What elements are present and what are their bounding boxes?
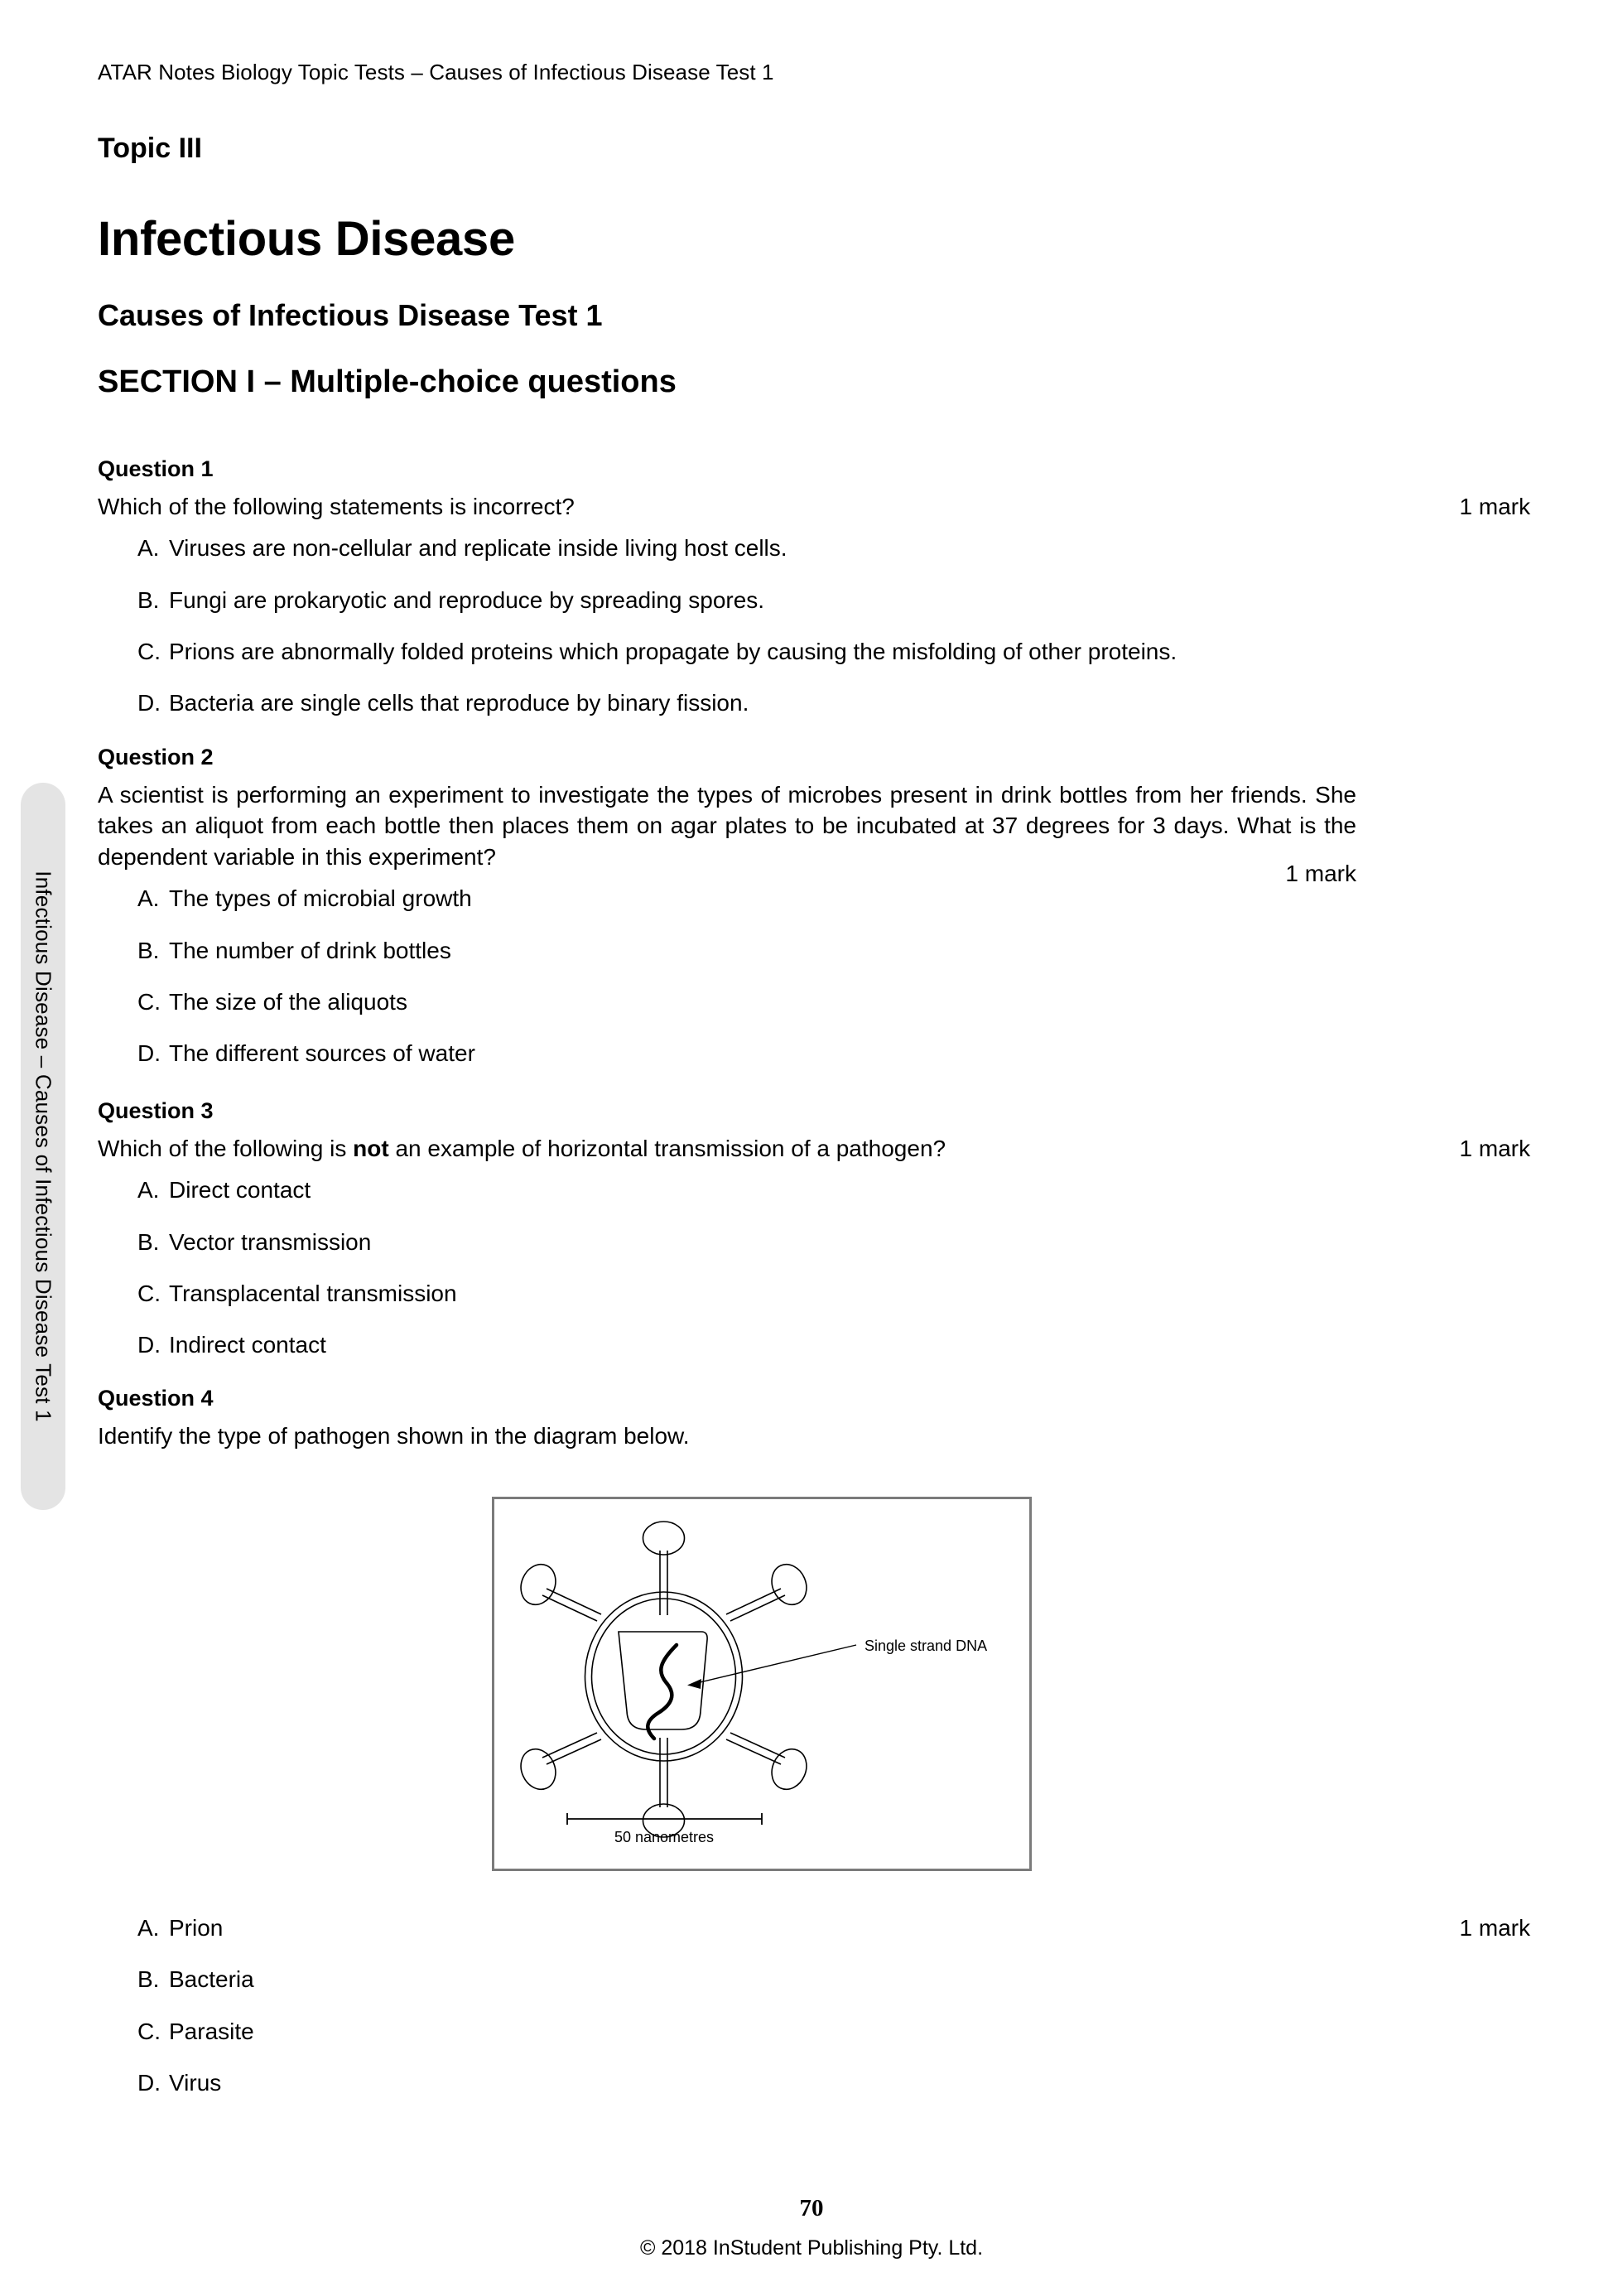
option-item[interactable] [98, 884, 1530, 914]
dna-leader-arrowhead [687, 1679, 701, 1689]
option-letter: C. [137, 989, 161, 1015]
section-title: SECTION I – Multiple-choice questions [98, 364, 677, 399]
options-list [98, 1175, 1530, 1361]
option-letter: B. [137, 1228, 160, 1255]
option-letter: B. [137, 1966, 160, 1993]
option-letter: C. [137, 1281, 161, 1307]
question-stem-text: Identify the type of pathogen shown in the diagram below. [98, 1422, 690, 1449]
option-letter: A. [137, 535, 160, 562]
options-list [98, 884, 1530, 1069]
virus-diagram-svg [494, 1499, 1029, 1869]
single-strand-dna [648, 1645, 677, 1739]
option-text: Prions are abnormally folded proteins which propagate by causing the misfolding of other proteins. [169, 639, 1178, 665]
option-item[interactable] [98, 2068, 1530, 2098]
question-heading: Question 1 [98, 456, 214, 481]
option-item[interactable] [98, 637, 1530, 667]
option-text: Fungi are prokaryotic and reproduce by spreading spores. [169, 586, 765, 613]
question-stem-emphasis: not [353, 1135, 389, 1161]
page-title: Infectious Disease [98, 212, 515, 266]
option-item[interactable] [98, 936, 1530, 966]
option-letter: B. [137, 937, 160, 963]
option-text: Bacteria [169, 1966, 254, 1993]
question-heading: Question 3 [98, 1098, 214, 1123]
question-stem-text-before: Which of the following is [98, 1135, 354, 1161]
dna-label: Single strand DNA [864, 1638, 988, 1654]
question-stem-text-after: an example of horizontal transmission of a pathogen? [388, 1135, 946, 1161]
spike-top [643, 1522, 685, 1615]
option-item[interactable] [98, 1039, 1530, 1068]
spike-upper-left [515, 1559, 601, 1621]
question-stem-text: A scientist is performing an experiment to investigate the types of microbes present in drink bottles from her friends. She takes an aliquot from each bottle then places them on agar plates to be incubated at 37 degrees for 3 days. What is the dependent variable in this experiment? [98, 781, 1356, 870]
option-letter: D. [137, 690, 161, 716]
option-item[interactable] [98, 1965, 1530, 1995]
options-list [98, 533, 1530, 719]
option-letter: B. [137, 586, 160, 613]
option-item[interactable] [98, 1330, 1530, 1360]
option-letter: A. [137, 1177, 160, 1203]
option-item[interactable] [98, 1279, 1530, 1309]
option-item[interactable] [98, 1228, 1530, 1257]
option-item[interactable] [98, 533, 1530, 563]
spike-lower-right [726, 1733, 812, 1795]
marks-label: 1 mark [1285, 860, 1356, 886]
test-title: Causes of Infectious Disease Test 1 [98, 298, 603, 332]
option-text: Prion [169, 1915, 224, 1941]
question-heading: Question 4 [98, 1386, 214, 1411]
scale-bar-label: 50 nanometres [614, 1829, 715, 1845]
option-letter: C. [137, 639, 161, 665]
option-item[interactable] [98, 1913, 1530, 1943]
options-list [98, 1913, 1530, 2099]
option-text: Indirect contact [169, 1332, 326, 1358]
question-4-options-block [98, 1913, 1530, 2120]
spike-upper-right [726, 1559, 812, 1621]
dna-leader-line [693, 1645, 856, 1684]
question-block-1 [98, 456, 1530, 740]
question-block-3 [98, 1097, 1530, 1382]
copyright-notice: © 2018 InStudent Publishing Pty. Ltd. [639, 2236, 984, 2260]
option-text: Vector transmission [169, 1228, 372, 1255]
option-text: Direct contact [169, 1177, 311, 1203]
spike-lower-left [515, 1733, 601, 1795]
option-text: Bacteria are single cells that reproduce by binary fission. [169, 690, 749, 716]
virus-diagram-figure [492, 1497, 1032, 1871]
side-tab [21, 783, 65, 1510]
question-stem [98, 1133, 1530, 1165]
option-letter: A. [137, 885, 160, 912]
option-item[interactable] [98, 586, 1530, 615]
option-text: The different sources of water [169, 1040, 475, 1067]
question-heading: Question 2 [98, 745, 214, 769]
option-text: Virus [169, 2070, 222, 2096]
option-letter: D. [137, 2070, 161, 2096]
page-number: 70 [799, 2195, 824, 2221]
marks-label: 1 mark [1459, 1915, 1530, 1941]
option-text: The number of drink bottles [169, 937, 451, 963]
option-letter: C. [137, 2018, 161, 2044]
question-stem [98, 1421, 1530, 1452]
question-block-4 [98, 1385, 1530, 1451]
question-stem [98, 491, 1530, 523]
option-item[interactable] [98, 2017, 1530, 2047]
side-tab-label: Infectious Disease – Causes of Infectious Disease Test 1 [31, 871, 56, 1422]
option-text: Transplacental transmission [169, 1281, 457, 1307]
marks-label: 1 mark [1459, 493, 1530, 519]
option-text: The types of microbial growth [169, 885, 472, 912]
option-letter: D. [137, 1332, 161, 1358]
question-block-2 [98, 744, 1530, 1091]
option-text: Parasite [169, 2018, 254, 2044]
topic-label: Topic III [98, 133, 202, 164]
question-stem-text: Which of the following statements is incorrect? [98, 493, 575, 519]
option-letter: D. [137, 1040, 161, 1067]
running-header: ATAR Notes Biology Topic Tests – Causes of Infectious Disease Test 1 [98, 60, 774, 84]
option-item[interactable] [98, 1175, 1530, 1205]
question-stem [98, 779, 1356, 886]
option-letter: A. [137, 1915, 160, 1941]
option-text: The size of the aliquots [169, 989, 407, 1015]
option-text: Viruses are non-cellular and replicate inside living host cells. [169, 535, 787, 562]
option-item[interactable] [98, 987, 1530, 1017]
scale-bar [567, 1813, 762, 1825]
marks-label: 1 mark [1459, 1135, 1530, 1161]
option-item[interactable] [98, 688, 1530, 718]
